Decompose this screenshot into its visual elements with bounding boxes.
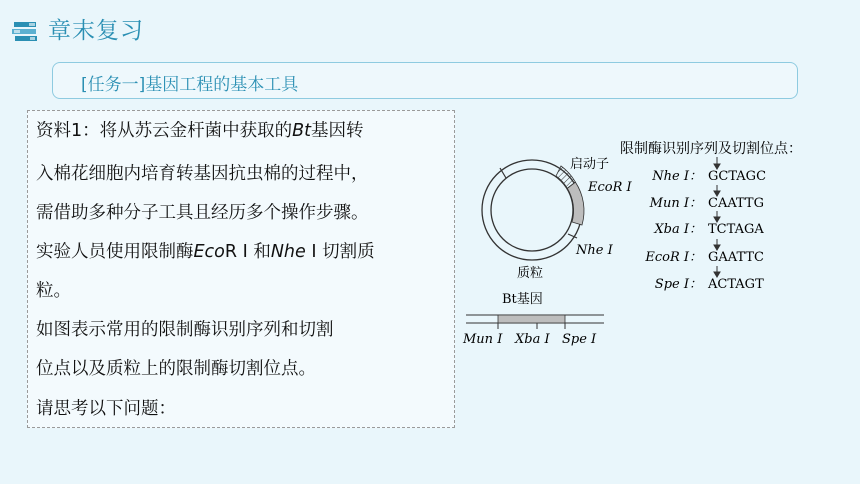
- gene-bar: [466, 315, 604, 329]
- text-segment: Ⅰ 切割质: [305, 242, 375, 262]
- enzyme-name: Eco: [193, 242, 225, 262]
- text-segment: 实验人员使用限制酶: [36, 242, 194, 262]
- xba-site-label: Xba Ⅰ: [515, 332, 550, 347]
- enzyme-table: [644, 169, 766, 292]
- bt-gene-label: Bt基因: [502, 292, 543, 307]
- text-segment: 基因转: [311, 121, 364, 141]
- enzyme-sequence: ACTAGT: [708, 277, 764, 292]
- enzyme-name: EcoR Ⅰ：: [645, 250, 702, 265]
- enzyme-name: Mun Ⅰ：: [649, 196, 702, 211]
- enzyme-sequence: CAATTG: [708, 196, 764, 211]
- enzyme-sequence: TCTAGA: [708, 222, 764, 237]
- table-title: 限制酶识别序列及切割位点：: [620, 141, 802, 157]
- enzyme-name: Nhe Ⅰ：: [652, 169, 702, 184]
- enzyme-sequence: GAATTC: [708, 250, 764, 265]
- enzyme-name: Xba Ⅰ：: [654, 222, 702, 237]
- task-label: [任务一]基因工程的基本工具: [81, 75, 299, 95]
- spe-site-label: Spe Ⅰ: [562, 332, 597, 347]
- page-title: 章末复习: [48, 18, 144, 44]
- enzyme-sequence: GCTAGC: [708, 169, 767, 184]
- text-segment: R Ⅰ 和: [224, 242, 271, 262]
- enzyme-name: Nhe: [270, 242, 306, 262]
- ecor-site-label: EcoR Ⅰ: [588, 180, 632, 195]
- material-line-2: 入棉花细胞内培育转基因抗虫棉的过程中，: [36, 164, 369, 184]
- material-line-5: 粒。: [36, 281, 71, 301]
- material-line-8: 请思考以下问题：: [36, 399, 176, 419]
- nhe-site-label: Nhe Ⅰ: [576, 243, 613, 258]
- plasmid-label: 质粒: [517, 266, 544, 281]
- gene-name: Bt: [292, 121, 312, 141]
- text-segment: 资料1：将从苏云金杆菌中获取的: [36, 121, 293, 141]
- material-line-7: 位点以及质粒上的限制酶切割位点。: [36, 359, 316, 379]
- promoter-label: 启动子: [570, 157, 610, 172]
- plasmid-ring: [482, 160, 584, 260]
- material-line-3: 需借助多种分子工具且经历多个操作步骤。: [36, 203, 369, 223]
- mun-site-label: Mun Ⅰ: [463, 332, 503, 347]
- material-line-6: 如图表示常用的限制酶识别序列和切割: [36, 320, 334, 340]
- enzyme-name: Spe Ⅰ：: [654, 277, 702, 292]
